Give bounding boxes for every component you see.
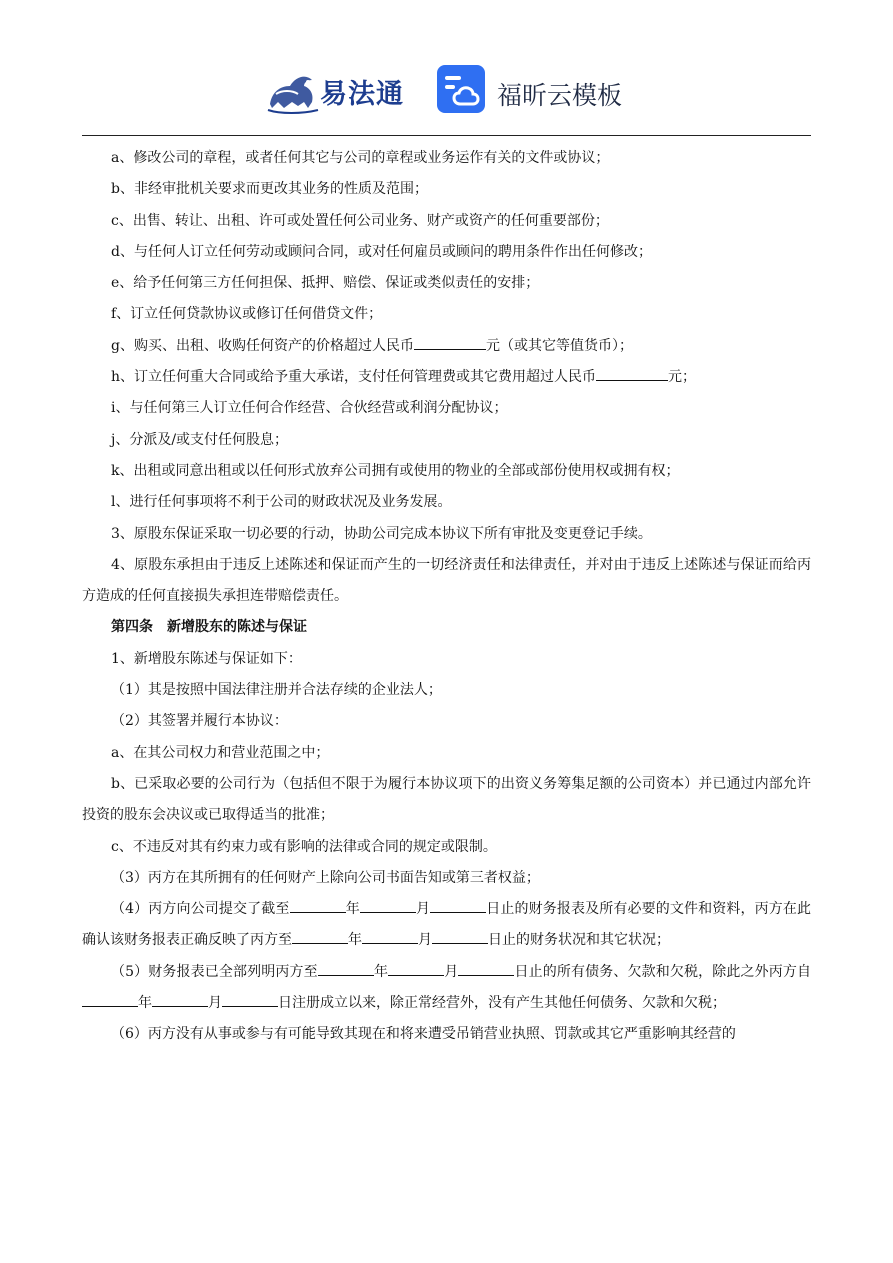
- sub-item-1: （1）其是按照中国法律注册并合法存续的企业法人；: [111, 682, 442, 699]
- clause-k: k、出租或同意出租或以任何形式放弃公司拥有或使用的物业的全部或部份使用权或拥有权；: [111, 462, 680, 479]
- qilin-emblem-icon: [262, 64, 322, 116]
- clause-g-text: g、购买、出租、收购任何资产的价格超过人民币: [111, 337, 414, 354]
- sub-item-2: （2）其签署并履行本协议：: [111, 713, 288, 730]
- new-shareholder-item-1: 1、新增股东陈述与保证如下：: [111, 650, 302, 667]
- header-divider: [82, 135, 811, 136]
- clause-g-tail: 元（或其它等值货币）；: [485, 337, 633, 354]
- clause-i: i、与任何第三人订立任何合作经营、合伙经营或利润分配协议；: [111, 400, 508, 417]
- sub-item-5-tail: 日注册成立以来，除正常经营外，没有产生其他任何债务、欠款和欠税；: [278, 995, 726, 1012]
- blank-field[interactable]: [430, 900, 486, 913]
- blank-field[interactable]: [292, 931, 348, 944]
- foxit-template-logo: [436, 64, 636, 116]
- month-label: 月: [415, 901, 431, 918]
- sub-clause-b: b、已采取必要的公司行为（包括但不限于为履行本协议项下的出资义务筹集足额的公司资本）并已通过内部允许投资的股东会决议或已取得适当的批准；: [82, 775, 811, 824]
- blank-field[interactable]: [458, 963, 514, 976]
- foxit-template-logo-text: 福昕云模板: [497, 81, 623, 110]
- clause-h-text: h、订立任何重大合同或给予重大承诺，支付任何管理费或其它费用超过人民币: [111, 369, 597, 386]
- page-header: [0, 58, 893, 122]
- blank-field[interactable]: [596, 368, 668, 381]
- sub-item-5-mid: 日止的所有债务、欠款和欠税，除此之外丙方自: [514, 963, 812, 980]
- sub-item-3: （3）丙方在其所拥有的任何财产上除向公司书面告知或第三者权益；: [111, 869, 540, 886]
- sub-item-5-text: （5）财务报表已全部列明丙方至: [111, 963, 318, 980]
- clause-h: [82, 362, 811, 393]
- yifatong-logo: [262, 64, 412, 116]
- clause-b: b、非经审批机关要求而更改其业务的性质及范围；: [111, 181, 428, 198]
- month-label: 月: [418, 932, 432, 949]
- blank-field[interactable]: [82, 994, 138, 1007]
- clause-e: e、给予任何第三方任何担保、抵押、赔偿、保证或类似责任的安排；: [111, 275, 540, 292]
- year-label: 年: [373, 963, 389, 980]
- blank-field[interactable]: [152, 994, 208, 1007]
- clause-a: a、修改公司的章程，或者任何其它与公司的章程或业务运作有关的文件或协议；: [111, 150, 610, 166]
- month-label: 月: [208, 995, 222, 1012]
- sub-clause-c: c、不违反对其有约束力或有影响的法律或合同的规定或限制。: [111, 838, 497, 855]
- item-3: 3、原股东保证采取一切必要的行动，协助公司完成本协议下所有审批及变更登记手续。: [111, 525, 652, 542]
- clause-g: [82, 331, 811, 362]
- section-heading-article-4: 第四条 新增股东的陈述与保证: [111, 619, 307, 636]
- sub-item-4-mid: 日止的财务报表及所有必要的文件和资料，丙方在此确认该财务报表正确反映了丙方至: [82, 901, 812, 949]
- sub-item-4-tail: 日止的财务状况和其它状况；: [488, 932, 670, 949]
- blank-field[interactable]: [318, 963, 374, 976]
- year-label: 年: [348, 932, 362, 949]
- sub-item-4-text: （4）丙方向公司提交了截至: [111, 901, 290, 918]
- sub-item-6: （6）丙方没有从事或参与有可能导致其现在和将来遭受吊销营业执照、罚款或其它严重影响其经营的: [111, 1026, 736, 1043]
- document-body: [82, 143, 811, 1051]
- clause-d: d、与任何人订立任何劳动或顾问合同，或对任何雇员或顾问的聘用条件作出任何修改；: [111, 243, 652, 260]
- blank-field[interactable]: [432, 931, 488, 944]
- foxit-cloud-icon: [436, 64, 488, 116]
- clause-f: f、订立任何贷款协议或修订任何借贷文件；: [111, 306, 383, 323]
- sub-clause-a: a、在其公司权力和营业范围之中；: [111, 744, 330, 761]
- blank-field[interactable]: [360, 900, 416, 913]
- clause-l: l、进行任何事项将不利于公司的财政状况及业务发展。: [111, 494, 452, 511]
- year-label: 年: [138, 995, 152, 1012]
- blank-field[interactable]: [362, 931, 418, 944]
- clause-c: c、出售、转让、出租、许可或处置任何公司业务、财产或资产的任何重要部份；: [111, 212, 609, 229]
- year-label: 年: [345, 901, 360, 918]
- blank-field[interactable]: [414, 337, 486, 350]
- blank-field[interactable]: [290, 900, 346, 913]
- item-4: 4、原股东承担由于违反上述陈述和保证而产生的一切经济责任和法律责任，并对由于违反上述陈述与保证而给丙方造成的任何直接损失承担连带赔偿责任。: [82, 556, 811, 605]
- clause-j: j、分派及/或支付任何股息；: [111, 431, 289, 448]
- blank-field[interactable]: [222, 994, 278, 1007]
- sub-item-5: [82, 957, 811, 1020]
- month-label: 月: [444, 963, 459, 980]
- blank-field[interactable]: [388, 963, 444, 976]
- yifatong-logo-text: 易法通: [320, 79, 404, 110]
- clause-h-tail: 元；: [668, 369, 697, 386]
- sub-item-4: [82, 894, 811, 957]
